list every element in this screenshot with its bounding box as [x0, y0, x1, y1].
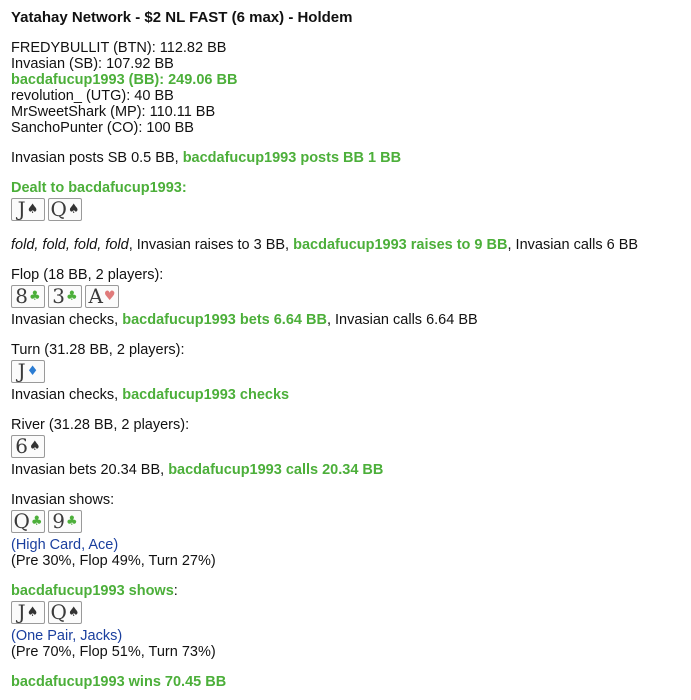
playing-card	[48, 198, 82, 221]
turn-label: Turn (31.28 BB, 2 players):	[11, 342, 185, 358]
card-rank: J	[17, 359, 26, 383]
river-actions	[11, 462, 680, 478]
preflop-actions	[11, 237, 680, 253]
hero-action: bacdafucup1993 checks	[122, 387, 290, 403]
card-rank: J	[17, 600, 26, 624]
dealt-label: Dealt to bacdafucup1993:	[11, 180, 187, 196]
playing-card	[11, 435, 45, 458]
diamond-suit-icon: ♦	[26, 364, 39, 379]
sep-text: ,	[128, 237, 137, 253]
blinds-line	[11, 150, 680, 166]
spade-suit-icon: ♠	[67, 605, 80, 620]
river-cards	[11, 435, 680, 460]
playing-card	[11, 601, 45, 624]
villain-action: , Invasian calls 6.64 BB	[326, 312, 478, 328]
hero-action: bacdafucup1993 calls 20.34 BB	[168, 462, 384, 478]
river-label: River (31.28 BB, 2 players):	[11, 417, 190, 433]
club-suit-icon: ♣	[66, 289, 78, 304]
playing-card	[11, 285, 45, 308]
player-line: FREDYBULLIT (BTN): 112.82 BB	[11, 40, 227, 56]
villain-raise: Invasian raises to 3 BB,	[136, 237, 294, 253]
flop-cards	[11, 285, 680, 310]
card-rank: 9	[52, 509, 66, 533]
card-rank: 8	[15, 284, 29, 308]
spade-suit-icon: ♠	[26, 605, 39, 620]
hero-raise: bacdafucup1993 raises to 9 BB	[293, 237, 508, 253]
spade-suit-icon: ♠	[67, 202, 80, 217]
villain-cards	[11, 510, 680, 535]
flop-actions	[11, 312, 680, 328]
villain-call: , Invasian calls 6 BB	[507, 237, 639, 253]
equity-text: (Pre 30%, Flop 49%, Turn 27%)	[11, 553, 216, 569]
hero-action: bacdafucup1993 bets 6.64 BB	[122, 312, 327, 328]
turn-actions	[11, 387, 680, 403]
showdown-label: Invasian shows:	[11, 492, 115, 508]
player-line: revolution_ (UTG): 40 BB	[11, 88, 174, 104]
showdown-label	[11, 583, 680, 599]
villain-action: Invasian bets 20.34 BB,	[11, 462, 169, 478]
river-section	[11, 417, 680, 478]
villain-showdown	[11, 492, 680, 569]
playing-card	[48, 285, 82, 308]
sb-post: Invasian posts SB 0.5 BB,	[11, 150, 183, 166]
playing-card	[11, 198, 45, 221]
hero-shows: bacdafucup1993 shows	[11, 583, 174, 599]
playing-card	[11, 510, 45, 533]
playing-card	[85, 285, 119, 308]
colon: :	[173, 583, 178, 599]
hand-strength: (High Card, Ace)	[11, 537, 119, 553]
card-rank: A	[88, 284, 103, 308]
playing-card	[11, 360, 45, 383]
heart-suit-icon: ♥	[103, 289, 116, 304]
result-line: bacdafucup1993 wins 70.45 BB	[11, 674, 227, 690]
hero-cards	[11, 601, 680, 626]
card-rank: Q	[50, 197, 67, 221]
player-line: SanchoPunter (CO): 100 BB	[11, 120, 194, 136]
player-list	[11, 40, 680, 136]
playing-card	[48, 601, 82, 624]
dealt-section	[11, 180, 680, 223]
turn-section	[11, 342, 680, 403]
club-suit-icon: ♣	[29, 289, 41, 304]
turn-cards	[11, 360, 680, 385]
flop-label: Flop (18 BB, 2 players):	[11, 267, 164, 283]
player-line: MrSweetShark (MP): 110.11 BB	[11, 104, 216, 120]
villain-action: Invasian checks,	[11, 387, 123, 403]
hand-strength: (One Pair, Jacks)	[11, 628, 123, 644]
folds-text: fold, fold, fold, fold	[11, 237, 129, 253]
bb-post: bacdafucup1993 posts BB 1 BB	[182, 150, 402, 166]
card-rank: 3	[52, 284, 66, 308]
hero-showdown	[11, 583, 680, 660]
spade-suit-icon: ♠	[26, 202, 39, 217]
page-title: Yatahay Network - $2 NL FAST (6 max) - Holdem	[11, 9, 353, 26]
villain-action: Invasian checks,	[11, 312, 123, 328]
flop-section	[11, 267, 680, 328]
hole-cards	[11, 198, 680, 223]
player-line: Invasian (SB): 107.92 BB	[11, 56, 174, 72]
club-suit-icon: ♣	[30, 514, 43, 529]
spade-suit-icon: ♠	[29, 439, 41, 454]
card-rank: 6	[15, 434, 29, 458]
equity-text: (Pre 70%, Flop 51%, Turn 73%)	[11, 644, 216, 660]
card-rank: Q	[13, 509, 30, 533]
card-rank: Q	[50, 600, 67, 624]
playing-card	[48, 510, 82, 533]
club-suit-icon: ♣	[66, 514, 78, 529]
card-rank: J	[17, 197, 26, 221]
hero-player-line: bacdafucup1993 (BB): 249.06 BB	[11, 72, 238, 88]
